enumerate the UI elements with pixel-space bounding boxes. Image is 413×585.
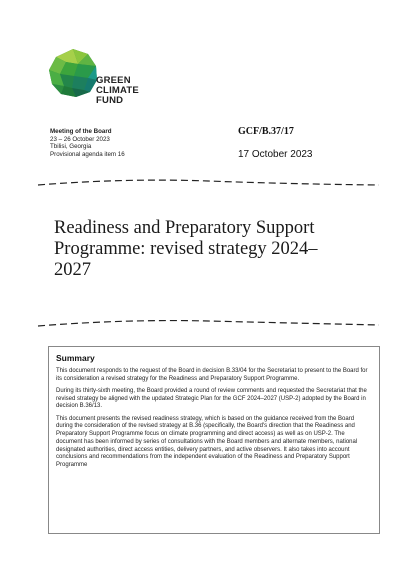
summary-heading: Summary bbox=[56, 353, 95, 363]
document-code: GCF/B.37/17 bbox=[238, 126, 294, 137]
summary-paragraph-1: This document responds to the request of the Board in decision B.33/04 for the Secretariat to present to the Board for its consideration a revised strategy for the Readiness and Preparatory Support Programme. bbox=[56, 368, 368, 382]
summary-paragraph-3: This document presents the revised readiness strategy, which is based on the guidance received from the Board during the consideration of the revised strategy at B.36 (specifically, the Board's direction that the Readiness and Preparatory Support Programme focus on climate programming and direct access) as well as on USP-2. The document has been informed by series of consultations with the Board members and alternate members, national designated authorities, direct access entities, delivery partners, and active observers. It also takes into account conclusions and recommendations from the independent evaluation of the Readiness and Preparatory Support Programme bbox=[56, 415, 358, 468]
green-climate-fund-logo bbox=[48, 48, 98, 98]
meeting-location: Tbilisi, Georgia bbox=[50, 143, 92, 151]
document-title: Readiness and Preparatory Support Programme: revised strategy 2024–2027 bbox=[54, 218, 318, 280]
logo-line-2: CLIMATE bbox=[96, 85, 139, 96]
bottom-divider bbox=[36, 318, 381, 328]
meeting-title: Meeting of the Board bbox=[50, 128, 112, 135]
logo-wordmark bbox=[96, 76, 139, 106]
summary-paragraph-2: During its thirty-sixth meeting, the Board provided a round of review comments and requested the Secretariat that the revised strategy be aligned with the updated Strategic Plan for the GCF 2024–2027 (USP-2) adopted by the Board in decision B.36/13. bbox=[56, 388, 367, 410]
globe-icon bbox=[48, 48, 98, 98]
meeting-dates: 23 – 26 October 2023 bbox=[50, 135, 110, 143]
document-info bbox=[238, 126, 313, 160]
agenda-item: Provisional agenda item 16 bbox=[50, 150, 125, 158]
document-date: 17 October 2023 bbox=[238, 149, 313, 160]
meeting-info bbox=[50, 128, 200, 158]
logo-line-3: FUND bbox=[96, 95, 124, 106]
summary-box bbox=[48, 346, 380, 534]
logo-line-1: GREEN bbox=[96, 75, 131, 86]
top-divider bbox=[36, 178, 381, 188]
